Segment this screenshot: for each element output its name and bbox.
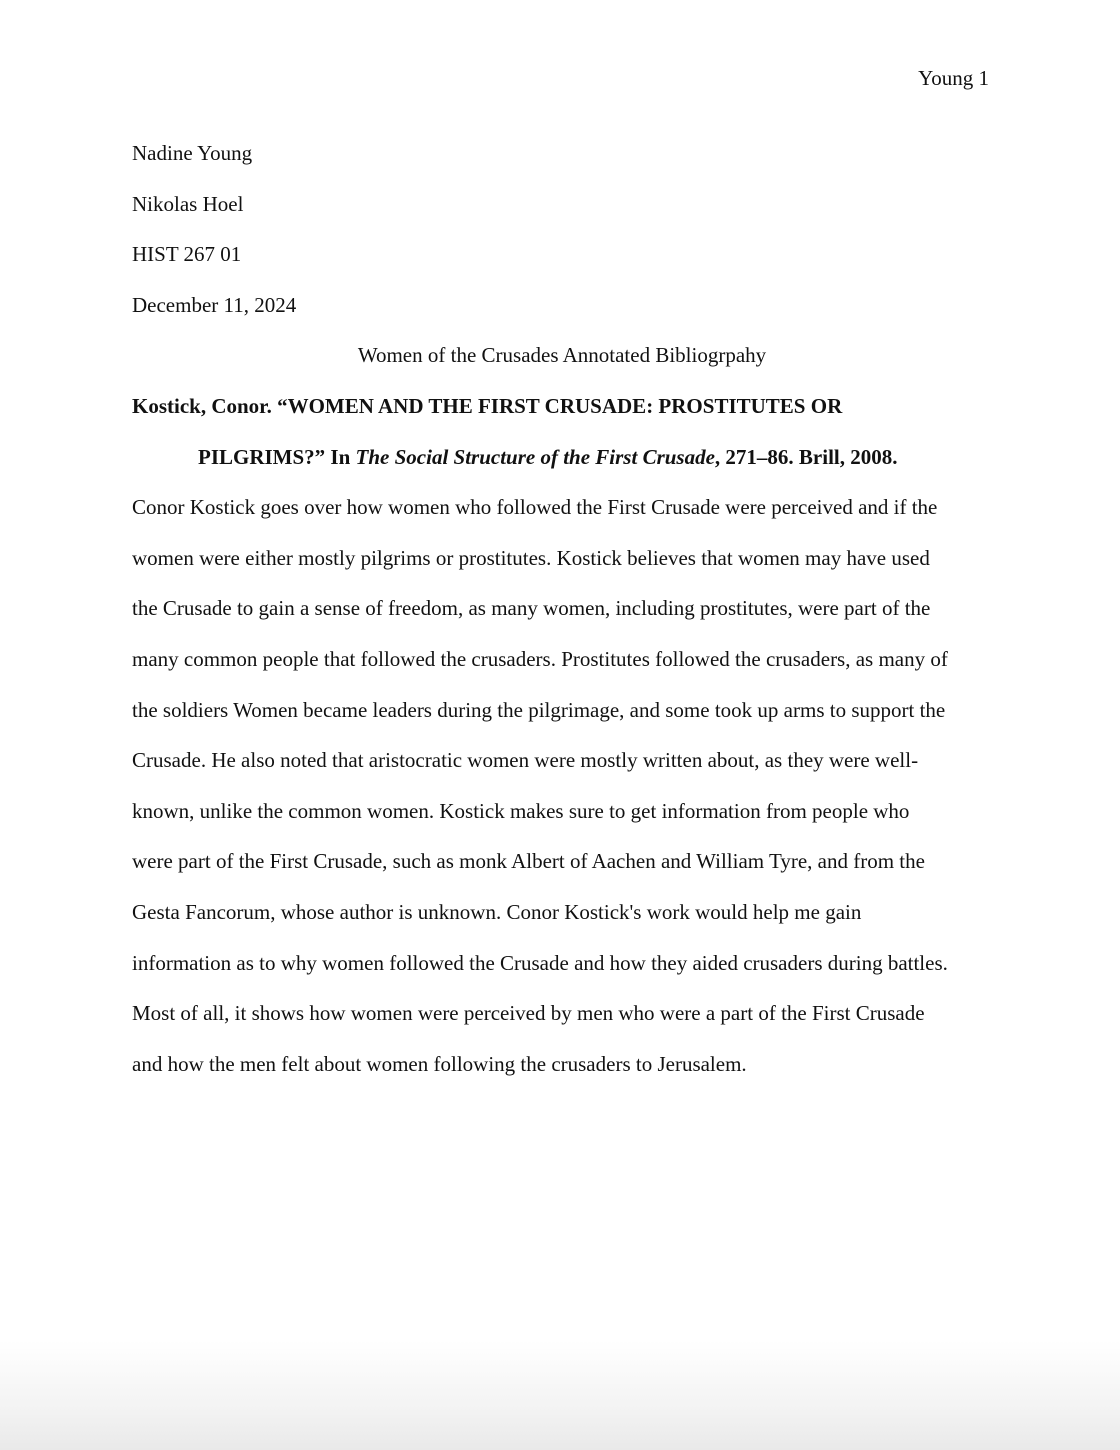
instructor-name: Nikolas Hoel <box>132 191 244 216</box>
citation-book-title: The Social Structure of the First Crusade <box>355 444 715 469</box>
annotation-line: information as to why women followed the Crusade and how they aided crusaders during battles. <box>132 950 948 975</box>
citation-line-1: Kostick, Conor. “WOMEN AND THE FIRST CRUSADE: PROSTITUTES OR <box>132 393 843 418</box>
page-bottom-shadow <box>0 1340 1120 1450</box>
citation-line-2-end: , 271–86. Brill, 2008. <box>714 444 898 469</box>
annotation-line: many common people that followed the crusaders. Prostitutes followed the crusaders, as many of <box>132 646 948 671</box>
document-date: December 11, 2024 <box>132 292 297 317</box>
annotation-line: Gesta Fancorum, whose author is unknown. Conor Kostick's work would help me gain <box>132 899 862 924</box>
annotation-line: the Crusade to gain a sense of freedom, as many women, including prostitutes, were part of the <box>132 596 931 621</box>
annotation-line: known, unlike the common women. Kostick makes sure to get information from people who <box>132 798 910 823</box>
citation-line-2-start: PILGRIMS?” In <box>198 444 356 469</box>
annotation-line: Conor Kostick goes over how women who followed the First Crusade were perceived and if the <box>132 495 938 520</box>
annotation-line: women were either mostly pilgrims or prostitutes. Kostick believes that women may have used <box>132 545 930 570</box>
annotation-line: the soldiers Women became leaders during the pilgrimage, and some took up arms to support the <box>132 697 946 722</box>
running-header-page-number: Young 1 <box>918 66 989 90</box>
student-name: Nadine Young <box>132 141 253 165</box>
document-body <box>132 128 992 1089</box>
annotation-line: were part of the First Crusade, such as monk Albert of Aachen and William Tyre, and from the <box>132 849 925 874</box>
annotation-line: Crusade. He also noted that aristocratic women were mostly written about, as they were well- <box>132 748 919 773</box>
citation-line-2 <box>132 432 992 483</box>
annotation-line: Most of all, it shows how women were perceived by men who were a part of the First Crusade <box>132 1001 925 1026</box>
course-code: HIST 267 01 <box>132 242 242 267</box>
annotation-line: and how the men felt about women following the crusaders to Jerusalem. <box>132 1051 747 1076</box>
document-title: Women of the Crusades Annotated Bibliogrpahy <box>357 343 767 368</box>
